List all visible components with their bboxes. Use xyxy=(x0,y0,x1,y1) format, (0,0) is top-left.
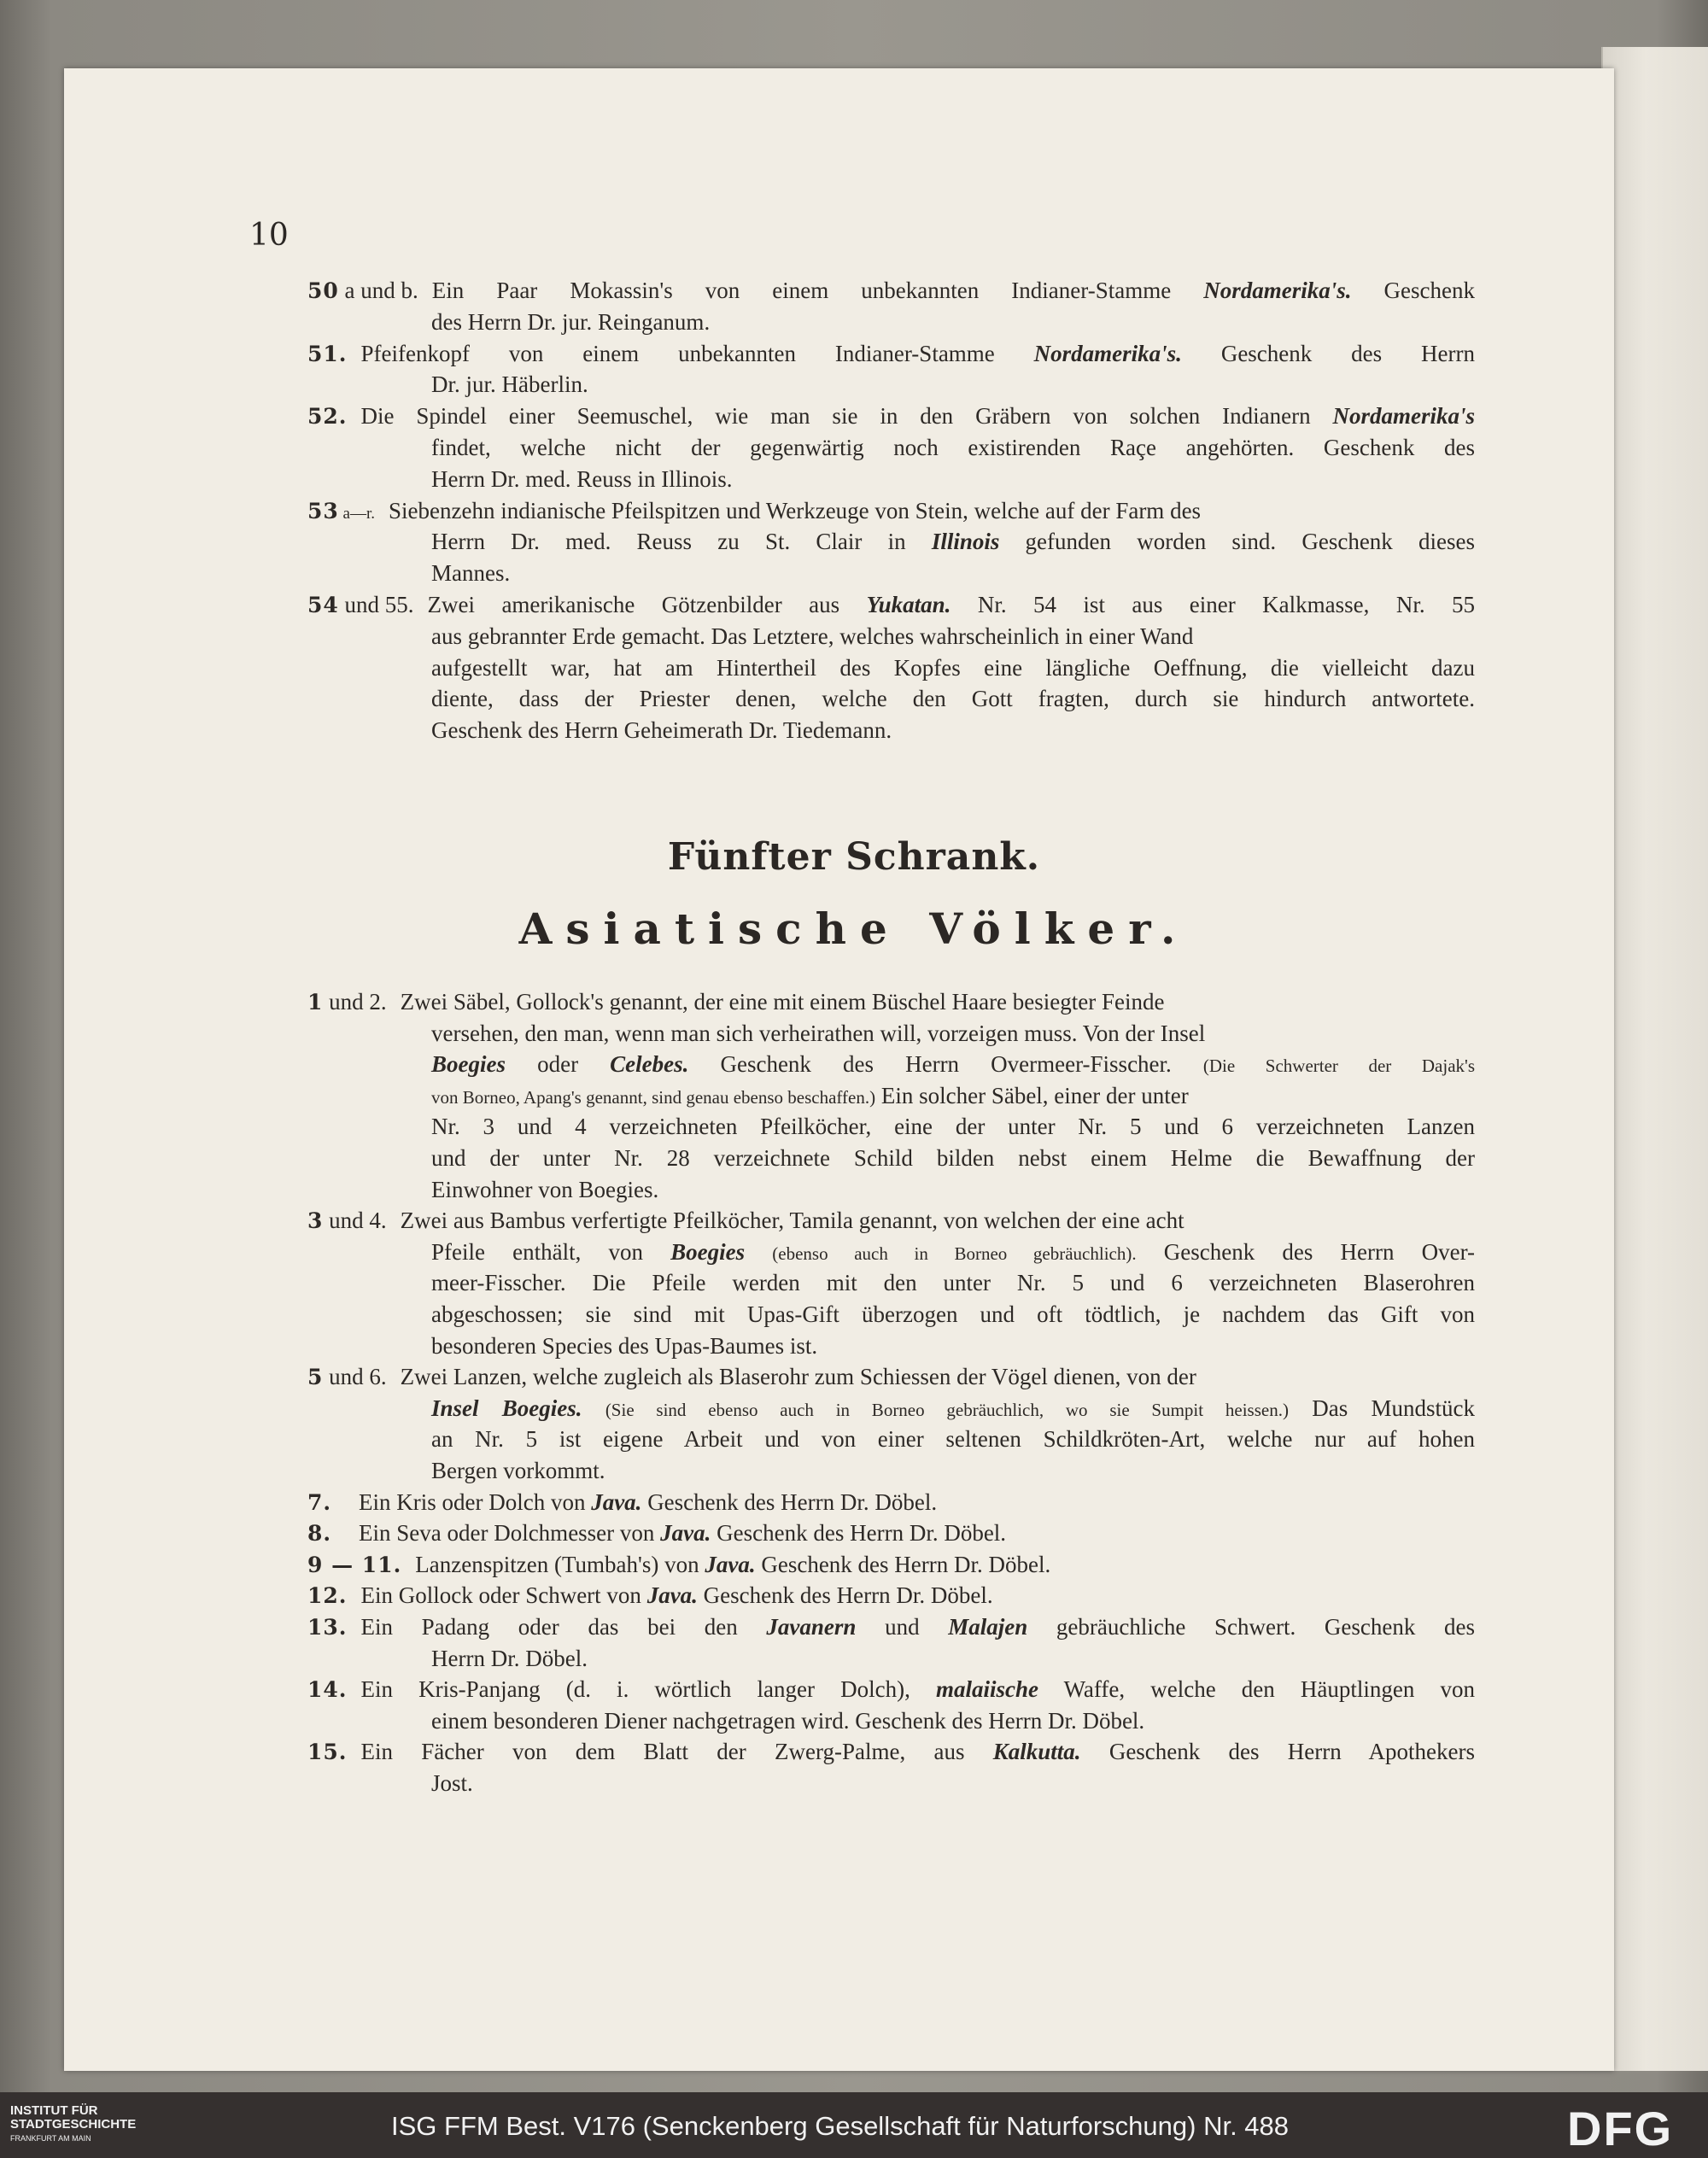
entry-text-line: Zwei amerikanische Götzenbilder aus Yukatan. Nr. 54 ist aus einer Kalkmasse, Nr. 55 xyxy=(427,592,1475,617)
facing-page-edge xyxy=(1601,47,1708,2071)
entry-number-suffix: und 2. xyxy=(323,989,387,1015)
entry-number-main: 50 xyxy=(307,278,339,303)
entry-text-line: Mannes. xyxy=(431,560,511,587)
entry-number-suffix: und 55. xyxy=(338,592,414,617)
entry-text-line: Boegies oder Celebes. Geschenk des Herrn Overmeer-Fisscher. (Die Schwerter der Dajak's xyxy=(431,1051,1475,1078)
entry-text-line: Einwohner von Boegies. xyxy=(431,1176,659,1202)
entry-number-main: 14. xyxy=(307,1677,348,1703)
entry-number xyxy=(307,589,414,622)
page-number: 10 xyxy=(249,218,289,253)
entry-number xyxy=(307,275,418,307)
entry-number-suffix: und 4. xyxy=(323,1208,387,1234)
entry-text-line: Bergen vorkommt. xyxy=(431,1458,605,1483)
entry-number xyxy=(307,986,387,1019)
entry-text-line: Ein Padang oder das bei den Javanern und Malajen gebräuchliche Schwert. Geschenk des xyxy=(360,1614,1475,1640)
entry-text-line: an Nr. 5 ist eigene Arbeit und von einer seltenen Schildkröten-Art, welche nur auf hohen xyxy=(431,1426,1475,1453)
entry-text-line: aus gebrannter Erde gemacht. Das Letztere, welches wahrscheinlich in einer Wand xyxy=(431,623,1194,649)
entry-number xyxy=(307,1580,348,1612)
entry-text-line: Herrn Dr. med. Reuss zu St. Clair in Illinois gefunden worden sind. Geschenk dieses xyxy=(431,529,1475,555)
entry-number-main: 8. xyxy=(307,1521,332,1547)
entry-number xyxy=(307,495,375,530)
entry-number-main: 1 xyxy=(307,990,324,1015)
entry-number xyxy=(307,338,348,371)
entry-text-line: aufgestellt war, hat am Hintertheil des Kopfes eine längliche Oeffnung, die vielleicht dazu xyxy=(431,654,1475,681)
entry-number xyxy=(307,1205,387,1237)
entry-text-line: Insel Boegies. (Sie sind ebenso auch in Borneo gebräuchlich, wo sie Sumpit heissen.) Das Mundstück xyxy=(431,1395,1475,1421)
entry-number-main: 54 xyxy=(307,593,339,617)
entry-text-line: Dr. jur. Häberlin. xyxy=(431,371,588,398)
entry-number-main: 12. xyxy=(307,1583,348,1609)
entry-number xyxy=(307,1361,387,1394)
archive-caption: ISG FFM Best. V176 (Senckenberg Gesellschaft für Naturforschung) Nr. 488 xyxy=(391,2111,1290,2141)
entry-number-main: 15. xyxy=(307,1740,348,1765)
entry-text-line: Siebenzehn indianische Pfeilspitzen und Werkzeuge von Stein, welche auf der Farm des xyxy=(389,497,1202,523)
entry-text-line: Zwei Säbel, Gollock's genannt, der eine mit einem Büschel Haare besiegter Feinde xyxy=(400,989,1165,1015)
entry-text-line: findet, welche nicht der gegenwärtig noch existirenden Raçe angehörten. Geschenk des xyxy=(431,435,1475,460)
entry-text-line: besonderen Species des Upas-Baumes ist. xyxy=(431,1332,818,1359)
entry-text-line: Geschenk des Herrn Geheimerath Dr. Tiedemann. xyxy=(431,717,892,744)
entry-text-line: des Herrn Dr. jur. Reinganum. xyxy=(431,308,711,335)
entry-number xyxy=(307,1611,348,1644)
entry-number-main: 13. xyxy=(307,1615,348,1640)
institution-line-1: INSTITUT FÜR xyxy=(10,2103,98,2118)
entry-number-main: 51. xyxy=(307,341,348,366)
entry-number-main: 5 xyxy=(307,1365,324,1390)
entry-text-line: einem besonderen Diener nachgetragen wird. Geschenk des Herrn Dr. Döbel. xyxy=(431,1707,1145,1734)
entry-number-suffix: a—r. xyxy=(338,504,376,523)
entry-text-line: Ein Kris oder Dolch von Java. Geschenk des Herrn Dr. Döbel. xyxy=(359,1488,938,1515)
entry-text-line: meer-Fisscher. Die Pfeile werden mit den unter Nr. 5 und 6 verzeichneten Blaserohren xyxy=(431,1270,1475,1296)
dfg-logo: DFG xyxy=(1567,2102,1674,2155)
institution-line-2: STADTGESCHICHTE xyxy=(10,2117,137,2132)
entry-number-suffix: und 6. xyxy=(323,1364,387,1390)
entry-text-line: Die Spindel einer Seemuschel, wie man sie in den Gräbern von solchen Indianern Nordamerika's xyxy=(360,403,1475,430)
entry-number xyxy=(307,1518,331,1550)
cabinet-heading: Fünfter Schrank. xyxy=(667,835,1041,879)
entry-text-line: Nr. 3 und 4 verzeichneten Pfeilköcher, eine der unter Nr. 5 und 6 verzeichneten Lanzen xyxy=(431,1114,1475,1140)
entry-number-main: 52. xyxy=(307,404,348,430)
entry-text-line: Pfeile enthält, von Boegies (ebenso auch in Borneo gebräuchlich). Geschenk des Herrn Over- xyxy=(431,1238,1476,1265)
entry-number-main: 3 xyxy=(307,1208,324,1234)
entry-number xyxy=(307,1674,348,1706)
entry-text-line: Jost. xyxy=(431,1770,473,1796)
entry-text-line: Ein Paar Mokassin's von einem unbekannten Indianer-Stamme Nordamerika's. Geschenk xyxy=(431,278,1475,303)
entry-number-main: 7. xyxy=(307,1489,332,1515)
entry-text-line: versehen, den man, wenn man sich verheirathen will, vorzeigen muss. Von der Insel xyxy=(431,1020,1206,1046)
entry-number xyxy=(307,401,348,433)
institution-line-3: FRANKFURT AM MAIN xyxy=(10,2134,91,2143)
entry-text-line: Herrn Dr. med. Reuss in Illinois. xyxy=(431,465,733,492)
entry-text-line: von Borneo, Apang's genannt, sind genau ebenso beschaffen.) Ein solcher Säbel, einer der unter xyxy=(431,1082,1189,1108)
entry-number-main: 9 — 11. xyxy=(307,1552,402,1577)
entry-text-line: Ein Kris-Panjang (d. i. wörtlich langer Dolch), malaiische Waffe, welche den Häuptlingen von xyxy=(360,1676,1475,1703)
entry-text-line: Zwei Lanzen, welche zugleich als Blaserohr zum Schiessen der Vögel dienen, von der xyxy=(400,1364,1196,1390)
entry-text-line: Ein Gollock oder Schwert von Java. Geschenk des Herrn Dr. Döbel. xyxy=(360,1582,993,1609)
entry-number-main: 53 xyxy=(307,498,339,523)
section-heading: Asiatische Völker. xyxy=(518,904,1190,954)
entry-text-line: abgeschossen; sie sind mit Upas-Gift überzogen und oft tödtlich, je nachdem das Gift von xyxy=(431,1301,1475,1327)
entry-text-line: Herrn Dr. Döbel. xyxy=(431,1645,588,1671)
entry-text-line: Ein Seva oder Dolchmesser von Java. Geschenk des Herrn Dr. Döbel. xyxy=(359,1520,1007,1547)
entry-number-suffix: a und b. xyxy=(338,278,418,303)
entry-text-line: und der unter Nr. 28 verzeichnete Schild bilden nebst einem Helme die Bewaffnung der xyxy=(431,1145,1475,1171)
entry-text-line: Zwei aus Bambus verfertigte Pfeilköcher, Tamila genannt, von welchen der eine acht xyxy=(400,1208,1184,1234)
entry-text-line: Ein Fächer von dem Blatt der Zwerg-Palme, aus Kalkutta. Geschenk des Herrn Apothekers xyxy=(360,1739,1476,1765)
entry-number xyxy=(307,1487,331,1519)
entry-text-line: Pfeifenkopf von einem unbekannten Indianer-Stamme Nordamerika's. Geschenk des Herrn xyxy=(360,340,1475,366)
entry-text-line: diente, dass der Priester denen, welche den Gott fragten, durch sie hindurch antwortete. xyxy=(431,686,1475,712)
entry-number xyxy=(307,1549,401,1582)
entry-number xyxy=(307,1736,348,1769)
entry-text-line: Lanzenspitzen (Tumbah's) von Java. Geschenk des Herrn Dr. Döbel. xyxy=(415,1551,1051,1577)
institution-logo xyxy=(10,2104,136,2145)
